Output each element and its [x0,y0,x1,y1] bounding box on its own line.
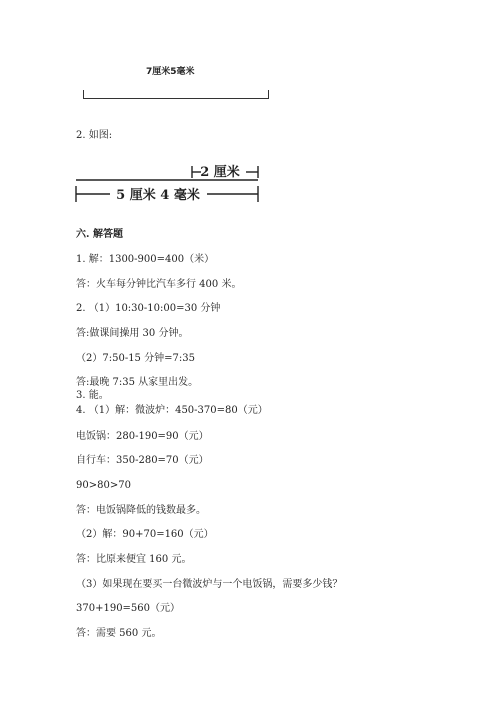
figure2-drawing [74,160,264,206]
answer-line: 1. 解：1300-900=400（米） [76,254,215,265]
answer-line: （3）如果现在要买一台微波炉与一个电饭锅，需要多少钱？ [76,579,343,590]
figure1-segment [83,90,269,99]
figure2-bottom-label: 5 厘米 4 毫米 [116,188,200,203]
answer-line: 答：火车每分钟比汽车多行 400 米。 [76,279,242,290]
answer-line: 3. 能。 [76,390,109,401]
answer-line: 90>80>70 [76,480,131,491]
answer-line: 2. （1）10:30-10:00=30 分钟 [76,303,221,314]
answer-line: 答:做课间操用 30 分钟。 [76,328,189,339]
answer-line: （2）7:50-15 分钟=7:35 [76,353,195,364]
figure1-label: 7厘米5毫米 [146,67,195,77]
figure2-top-label: 2 厘米 [200,165,240,180]
answer-line: 答：电饭锅降低的钱数最多。 [76,505,206,516]
answer-line: 答：比原来便宜 160 元。 [76,554,192,565]
section-title: 六. 解答题 [76,229,123,240]
answer-line: 电饭锅：280-190=90（元） [76,431,209,442]
answer-line: 自行车：350-280=70（元） [76,455,209,466]
answer-line: 370+190=560（元） [76,603,181,614]
answer-line: （2）解：90+70=160（元） [76,529,214,540]
answer-line: 答:最晚 7:35 从家里出发。 [76,377,199,388]
answer-line: 答：需要 560 元。 [76,628,162,639]
answer-line: 4. （1）解：微波炉：450-370=80（元） [76,405,268,416]
item2-heading: 2. 如图: [76,130,113,141]
